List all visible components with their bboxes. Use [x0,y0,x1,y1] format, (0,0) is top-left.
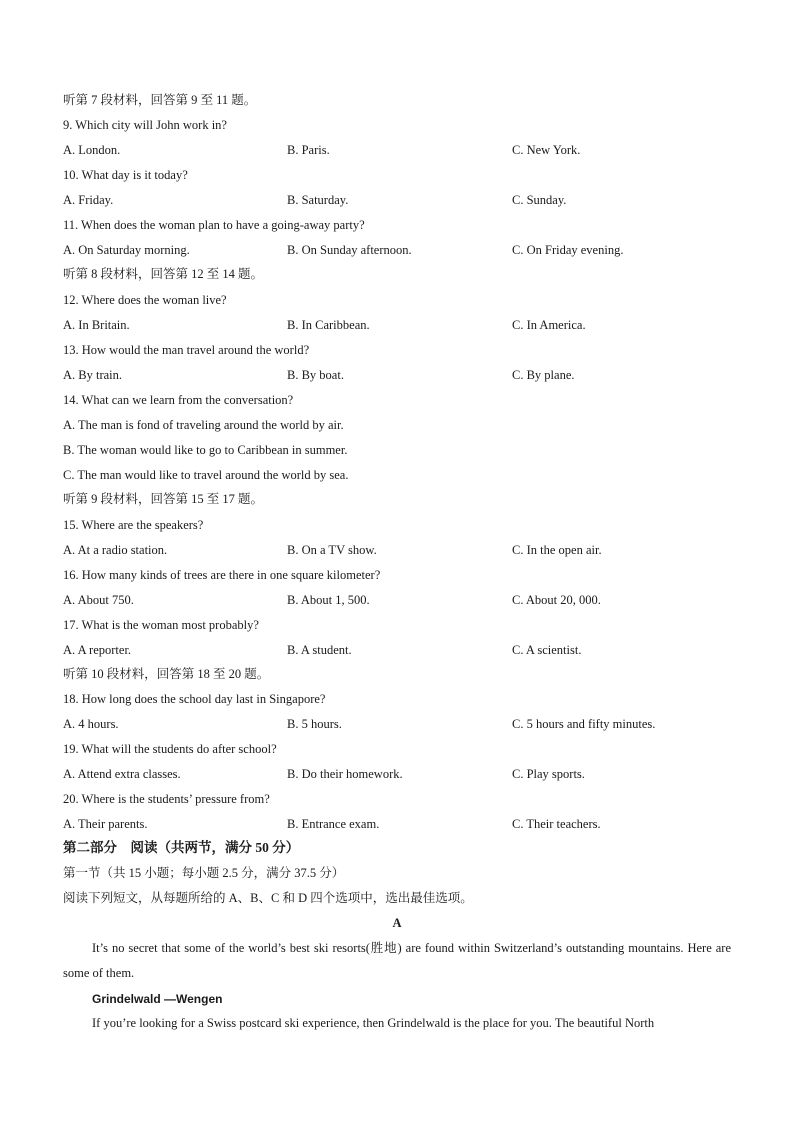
q14-option-c: C. The man would like to travel around the world by sea. [63,468,349,482]
q18-option-b: B. 5 hours. [287,717,342,731]
q11-option-a: A. On Saturday morning. [63,243,190,257]
question-stem-12: 12. Where does the woman live? [63,293,227,307]
q14-option-a: A. The man is fond of traveling around the world by air. [63,418,344,432]
q12-option-a: A. In Britain. [63,318,130,332]
q18-option-c: C. 5 hours and fifty minutes. [512,717,656,731]
reading-instruction: 阅读下列短文，从每题所给的 A、B、C 和 D 四个选项中，选出最佳选项。 [63,891,473,905]
q20-option-c: C. Their teachers. [512,817,601,831]
question-stem-9: 9. Which city will John work in? [63,118,227,132]
q13-option-b: B. By boat. [287,368,344,382]
passage-letter: A [392,916,402,930]
q19-option-a: A. Attend extra classes. [63,767,181,781]
q9-option-b: B. Paris. [287,143,330,157]
section-heading-10: 听第 10 段材料，回答第 18 至 20 题。 [63,667,270,681]
section-one-heading: 第一节（共 15 小题；每小题 2.5 分，满分 37.5 分） [63,866,345,880]
q16-option-a: A. About 750. [63,593,134,607]
q17-option-c: C. A scientist. [512,643,582,657]
q10-option-c: C. Sunday. [512,193,567,207]
question-stem-11: 11. When does the woman plan to have a going-away party? [63,218,365,232]
question-stem-18: 18. How long does the school day last in Singapore? [63,692,326,706]
q10-option-a: A. Friday. [63,193,114,207]
q19-option-b: B. Do their homework. [287,767,403,781]
part-two-title: 第二部分 阅读（共两节，满分 50 分） [63,840,300,855]
q16-option-c: C. About 20, 000. [512,593,601,607]
q19-option-c: C. Play sports. [512,767,585,781]
question-stem-13: 13. How would the man travel around the world? [63,343,310,357]
q9-option-a: A. London. [63,143,121,157]
passage-subheading: Grindelwald —Wengen [92,992,223,1006]
q15-option-b: B. On a TV show. [287,543,377,557]
passage-paragraph: If you’re looking for a Swiss postcard ski experience, then Grindelwald is the place for you. The beautiful North [92,1016,655,1030]
question-stem-10: 10. What day is it today? [63,168,188,182]
question-stem-20: 20. Where is the students’ pressure from? [63,792,270,806]
q11-option-c: C. On Friday evening. [512,243,624,257]
q17-option-b: B. A student. [287,643,352,657]
q11-option-b: B. On Sunday afternoon. [287,243,412,257]
question-stem-16: 16. How many kinds of trees are there in one square kilometer? [63,568,381,582]
question-stem-15: 15. Where are the speakers? [63,518,204,532]
q10-option-b: B. Saturday. [287,193,349,207]
q16-option-b: B. About 1, 500. [287,593,370,607]
q13-option-a: A. By train. [63,368,123,382]
question-stem-14: 14. What can we learn from the conversation? [63,393,294,407]
q13-option-c: C. By plane. [512,368,575,382]
q12-option-b: B. In Caribbean. [287,318,370,332]
q17-option-a: A. A reporter. [63,643,132,657]
section-heading-7: 听第 7 段材料，回答第 9 至 11 题。 [63,93,257,107]
question-stem-19: 19. What will the students do after school? [63,742,277,756]
section-heading-9: 听第 9 段材料，回答第 15 至 17 题。 [63,492,264,506]
q15-option-c: C. In the open air. [512,543,602,557]
passage-intro: It’s no secret that some of the world’s best ski resorts(胜地) are found within Switzerland’s outstanding mountains. Here are some of them. [63,941,731,980]
question-stem-17: 17. What is the woman most probably? [63,618,259,632]
q18-option-a: A. 4 hours. [63,717,119,731]
q9-option-c: C. New York. [512,143,581,157]
q20-option-a: A. Their parents. [63,817,148,831]
q12-option-c: C. In America. [512,318,586,332]
q14-option-b: B. The woman would like to go to Caribbean in summer. [63,443,348,457]
q20-option-b: B. Entrance exam. [287,817,380,831]
section-heading-8: 听第 8 段材料，回答第 12 至 14 题。 [63,267,264,281]
q15-option-a: A. At a radio station. [63,543,168,557]
